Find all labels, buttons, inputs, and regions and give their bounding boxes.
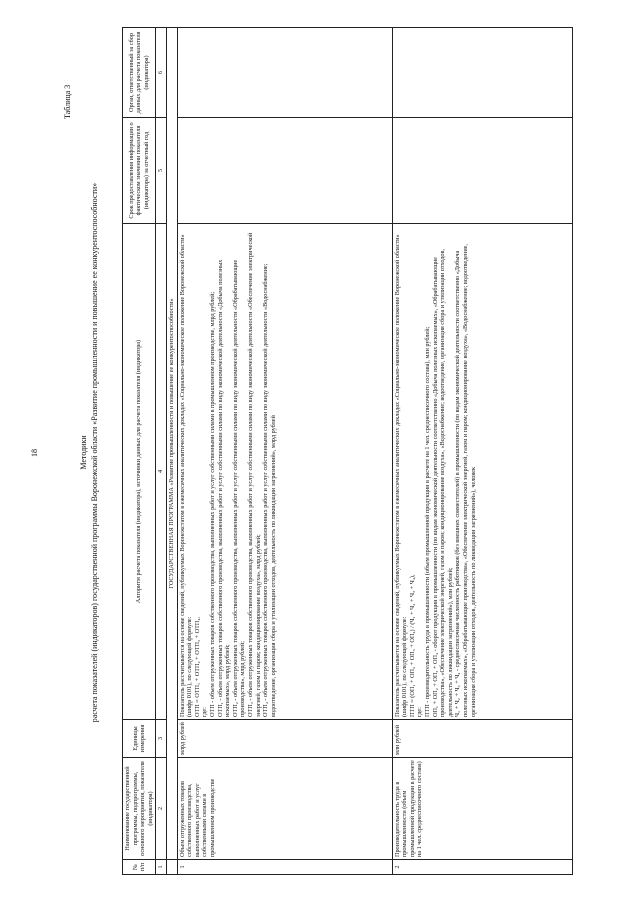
algorithm-line: где: (201, 707, 209, 717)
indicator-unit: млн рублей (392, 720, 572, 758)
table-label: Таблица 3 (63, 84, 72, 119)
col-index-1: 1 (156, 860, 167, 875)
algorithm-formula: ПТП = (ОП₁ + ОП₂ + ОП₃ + ОП₄) / (Ч₁ + Ч₂ + Ч₃ + Ч₄), (408, 574, 416, 717)
col-index-2: 2 (156, 758, 167, 860)
algorithm-formula: ОТП = ОТП₁ + ОТП₂ + ОТП₃ + ОТП₄, (193, 616, 201, 717)
col-header-algorithm: Алгоритм расчета показателя (индикатора), источники данных для расчета показателя (индикатора) (123, 224, 156, 720)
methodology-table (122, 27, 573, 875)
indicator-authority (392, 28, 572, 118)
indicator-name: Объем отгруженных товаров собственного производства, выполненных работ и услуг собственными силами в промышленном производстве (177, 758, 392, 860)
col-header-deadline: Срок предоставления информации о фактическом значении показателя (индикатора) за отчетный год (123, 118, 156, 224)
indicator-algorithm (177, 224, 392, 720)
algorithm-line: ОТП - объем отгруженных товаров собственного производства, выполненных работ и услуг собственными силами в промышленном производстве, млрд рублей; (208, 291, 216, 717)
program-header: ГОСУДАРСТВЕННАЯ ПРОГРАММА «Развитие промышленности и повышение ее конкурентоспособности» (166, 28, 177, 860)
table-row (177, 28, 392, 875)
indicator-deadline (177, 118, 392, 224)
title-line-1: Методики (79, 435, 88, 470)
algorithm-line: Показатель рассчитывается на основе сведений, публикуемых Воронежстатом в ежемесячных аналитических докладах «Социально-экономическое положение Воронежской области» (шифр 0101), по следующей формуле: (178, 234, 194, 717)
indicator-deadline (392, 118, 572, 224)
algorithm-line: ОТП₁ - объем отгруженных товаров собственного производства, выполненных работ и услуг собственными силами по виду экономической деятельности «Добыча полезных ископаемых», млрд рублей; (216, 259, 232, 717)
title-line-2: расчета показателей (индикаторов) государственной программы Воронежской области «Развитие промышленности и повышение ее конкурентоспособности» (90, 182, 99, 723)
algorithm-line: ПТП - производительность труда в промышленности (объем промышленной продукции в расчете на 1 чел. среднесписочного состава), млн рублей; (423, 326, 431, 717)
program-header-row (166, 28, 177, 875)
algorithm-line: ОТП₂ - объем отгруженных товаров собственного производства, выполненных работ и услуг собственными силами по виду экономической деятельности «Обрабатывающие производства», млрд рублей; (231, 259, 247, 717)
col-header-num: № п/п (123, 860, 156, 875)
col-header-authority: Орган, ответственный за сбор данных для расчета показателя (индикатора) (123, 28, 156, 118)
row-number: 1 (177, 860, 392, 875)
table-row (392, 28, 572, 875)
col-header-name: Наименование государственной программы, подпрограммы, основного мероприятия, показателя (индикатора) (123, 758, 156, 860)
column-index-row (156, 28, 167, 875)
indicator-name: Производительность труда в промышленности (объем промышленной продукции в расчете на 1 чел. среднесписочного состава) (392, 758, 572, 860)
row-number: 2 (392, 860, 572, 875)
indicator-authority (177, 28, 392, 118)
algorithm-line: ОТП₃ - объем отгруженных товаров собственного производства, выполненных работ и услуг собственными силами по виду экономической деятельности «Обеспечение электрической энергией, газом и паром; кондиционирование воздуха», млрд рублей; (246, 232, 262, 717)
header-row (123, 28, 156, 875)
algorithm-line: ОТП₄ - объем отгруженных товаров собственного производства, выполненных работ и услуг собственными силами по виду экономической деятельности «Водоснабжение; водоотведение, организация сбора и утилизации отходов, деятельность по ликвидации загрязнений», млрд рублей (262, 263, 277, 717)
indicator-unit: млрд рублей (177, 720, 392, 758)
page-number: 18 (30, 449, 39, 457)
algorithm-line: Показатель рассчитывается на основе сведений, публикуемых Воронежстатом в ежемесячных аналитических докладах «Социально-экономическое положение Воронежской области» (шифр 0101), по следующей формуле: (393, 234, 409, 717)
col-index-5: 5 (156, 118, 167, 224)
col-index-3: 3 (156, 720, 167, 758)
col-header-unit: Единицы измерения (123, 720, 156, 758)
col-index-4: 4 (156, 224, 167, 720)
algorithm-line: ОП₁ + ОП₂ + ОП₃ + ОП₄ - оборот продукции в промышленности (по видам экономической деятельности соответственно «Добыча полезных ископаемых», «Обрабатывающие производства», «Обеспечение электрической энергией, газом и паром; кондиционирование воздуха», «Водоснабжение; водоотведение, организация сбора и утилизации отходов, деятельность по ликвидации загрязнений»), млн рублей; (431, 249, 454, 717)
algorithm-line: где: (416, 707, 424, 717)
table-title (78, 60, 100, 845)
algorithm-line: Ч₁ + Ч₂ + Ч₃ + Ч₄ - среднесписочная численность работников (без внешних совместителей) в промышленности (по видам экономической деятельности соответственно «Добыча полезных ископаемых», «Обрабатывающие производства», «Обеспечение электрической энергией, газом и паром; кондиционирование воздуха», «Водоснабжение; водоотведение, организация сбора и утилизации отходов, деятельность по ликвидации загрязнений»), человек (454, 244, 477, 717)
col-index-6: 6 (156, 28, 167, 118)
indicator-algorithm (392, 224, 572, 720)
